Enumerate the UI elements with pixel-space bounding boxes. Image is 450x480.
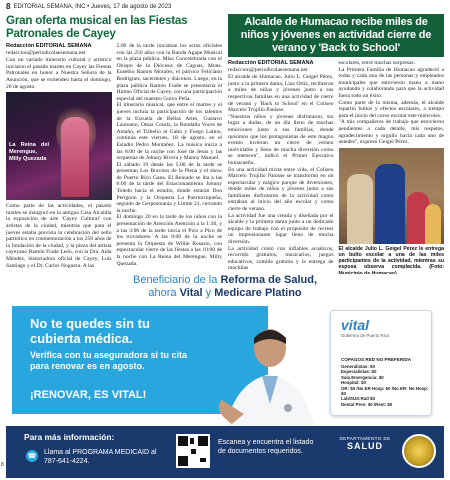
ad-renew-bar <box>12 382 208 408</box>
qr-module <box>191 449 196 454</box>
ad-headline <box>6 274 444 300</box>
info-line: Llama al PROGRAMA MEDICAID al 787-641-4224. <box>44 449 157 465</box>
ad-renew-text: ¡RENOVAR, ES VITAL! <box>30 389 147 401</box>
qr-code[interactable] <box>176 434 210 468</box>
salud-advertisement <box>6 274 444 478</box>
mayor-photo <box>339 148 445 244</box>
qr-finder <box>178 436 188 446</box>
left-col-2-text: 5:00 de la tarde iniciaban los actos oficiales con las 250 años con la Banda Agape Musical en la plaza pública. Misa Concelebrada con el Obispo de la Diócesis de Caguas, Mons. Eusebio Ramos Morales, el párroco Feliciano Rodríguez, sacerdotes y diáconos. Luego, en la plaza pública Ramón Frade se presentaría el Himno Oficial de Cayey, con una participación especial del maestro Guivo Peña. El itinerario musical, que entre el martes y el jueves incluía la participación de los talentos de la Escuela de Bellas Artes, Gustavo Laureano, Omar Courtz, la Rondalla Voces de Antaño, el Trihelio al Galio y Fuego Latino, continúa este viernes, 18 de agosto, en el Estadio Pedro Montañez. La música inicia a las 8:00 de la noche con José de Jesús y las orquestas de Johnny Rivera y Manny Manuel. El sábado 19 desde las 5:00 de la tarde se presentan Los Bravitos de la Plena y el show de Puerto Rico Gana. El Reinado se iba a las 6:00 de la tarde del Estacionamiento Johnny Toledo hacia el estadio, donde estarán Don Perignon y la Orquesta La Puertorriqueña, seguido de Gerposmania y Limite 21, cerrando la noche. El domingo 20 en la tarde de los niños con la presentación de Atención Atención a la 1:30, y a las 3:00 de la tarde inicia el Pico a Pico de los trovadores. A las 8:00 de la noche se presenta la Orquesta de Willie Rosario, con espectacular cierre de las fiestas a las 10:00 de la noche con La Reina del Merengue, Milly Quezada. <box>116 43 222 267</box>
ad-headline-text: ahora <box>148 287 180 299</box>
left-col-2 <box>117 43 223 270</box>
right-email: redaccion@periodicolaesemana.net <box>228 66 308 73</box>
card-row: Lab/SUS:Rad $0 <box>341 396 375 402</box>
card-rows <box>341 364 431 407</box>
right-col-2 <box>339 60 445 277</box>
phone-icon: ☎ <box>27 452 37 460</box>
left-byline: Redacción EDITORIAL SEMANA <box>6 43 92 49</box>
margin-mark: 8 <box>1 462 4 468</box>
milly-quezada-photo <box>6 92 112 200</box>
card-row: Dental Prev: $0 /Rest: $0 <box>341 401 393 407</box>
left-email: redaccion@periodicolaesemana.net <box>6 49 86 56</box>
person-shape <box>375 164 405 244</box>
left-col-1 <box>6 43 112 270</box>
vital-logo-subtitle: Gobierno de Puerto Rico <box>341 333 390 338</box>
left-paragraph-2: Como parte de las actividades, el pasado martes se inauguró en la antigua Casa Alcaldía la exposición de arte 'Cayey Cultural' con artistas de la ciudad, mientras que para el jueves estaba prevista la celebración del sello patriótico en conmemoración a los 250 años de la fundación de la ciudad, y la pieza del artista cayeyano Ramón Frade León, con la Dra. Aida Méndez, historiadora oficial de Cayey, Luis Santiago y el Dr. Carlos Noguera. A las <box>6 203 112 269</box>
person-shape <box>347 174 373 244</box>
right-byline: Redacción EDITORIAL SEMANA <box>228 60 314 66</box>
vital-insurance-card <box>330 310 432 416</box>
page-number: 8 <box>6 2 11 11</box>
left-article <box>6 14 222 270</box>
ad-headline-bold: Vital <box>179 287 203 299</box>
ad-headline-bold: Reforma de Salud, <box>220 274 318 286</box>
right-headline: Alcalde de Humacao recibe miles de niños y jóvenes en actividad cierre de verano y 'Back to School' <box>228 14 444 57</box>
government-seal-icon <box>402 434 436 468</box>
card-row: Sala Emergencia: $0 <box>341 374 384 380</box>
card-row: OR: $0 /No ER Hosp: $0 /No ER: No Hosp: $0 <box>341 385 429 397</box>
left-body <box>6 43 222 270</box>
ad-headline-text: Beneficiario de la <box>132 274 221 286</box>
right-body <box>228 60 444 277</box>
qr-finder <box>178 456 188 466</box>
ad-verify-bar <box>12 346 208 378</box>
card-row: Especialistas: $0 <box>341 369 377 375</box>
right-col-2-text: escolares, entre muchas sorpresas. La Primera Familia de Humacao agradeció a todas y cada una de las personas y empleados municipales que estuvieron mano a mano ayudando y colaborando para que la actividad fuera todo un éxito. Como parte de la misma, además, el alcalde repartió bultos y efectos escolares, a tiempo para el inicio del curso escolar este miércoles. "A mis compañeros de trabajo que estuvieron pendientes a cada detalle, mis respetos, agradecimiento y orgullo hacia cada uno de ustedes", expresó Geigel Pérez. <box>338 60 444 146</box>
right-col-1-text: El alcalde de Humacao, Julio L. Geigel Pérez, junto a la primera dama, Liza Ortiz, recibieron a miles de niños y jóvenes junto a sus respectivas familias en una actividad de cierre de verano y 'Back to School' en el Coliseo Marcelo Trujillo Panisse. "Nuestros niños y jóvenes disfrutaron, sin lugar a dudas, de un día lleno de muchas emociones junto a sus familias, donde quisimos que los protagonistas de este magno evento tuvieran un cierre de verano inolvidable y lleno de mucha diversión como se merecen", indicó el Primer Ejecutivo humacaeño. En una actividad mixta entre vida, el Coliseo Marcelo Trujillo Panisse se transformó en un espectacular y mágico parque de diversiones, donde miles de niños y jóvenes junto a sus familiares disfrutaron de la actividad como entraban al inicio del año escolar y como cierre de verano. La actividad fue una creada y diseñada por el alcalde y la primera dama junto a un dedicado equipo de trabajo con el propósito de recrear un impresionante lugar lleno de mucha diversión. La actividad contó con inflables acuáticos, recorrido gratuitos, musicarios, juegos educativos, comida gratuita y la entrega de mochilas <box>228 74 334 272</box>
vital-logo: vital <box>341 317 370 333</box>
page-header <box>6 2 444 12</box>
dept-line-b: SALUD <box>347 441 383 451</box>
qr-module <box>190 438 194 444</box>
card-row: Hospital: $0 <box>341 380 366 386</box>
right-article <box>228 14 444 270</box>
publication-line: EDITORIAL SEMANA, INC • Jueves, 17 de agosto de 2023 <box>13 4 172 10</box>
left-photo-caption: La Reina del Merengue, Milly Quezada <box>9 142 49 162</box>
card-row: Generalistas: $0 <box>341 364 375 369</box>
ad-footer-band <box>6 426 444 478</box>
right-col-1 <box>228 60 334 277</box>
right-photo-caption: El alcalde Julio L. Geigel Pérez le entrega un bulto escolar a una de las miles participantes de la actividad, mientras su esposa observa complacida. (Foto: <box>338 245 444 271</box>
qr-module <box>200 458 206 462</box>
ad-headline-bold: Medicare Platino <box>214 287 302 299</box>
qr-finder <box>198 436 208 446</box>
left-paragraph-1: Con un variado itinerario cultural y artístico iniciaron el pasado martes en Cayey las Fiestas Patronales en honor a Nuestra Señora de la Asunción, que se extienden hasta el domingo, 20 de agosto. <box>6 57 112 90</box>
left-headline: Gran oferta musical en las Fiestas Patronales de Cayey <box>6 14 188 40</box>
qr-text: Escanea y encuentra el listado de documentos requeridos. <box>218 439 314 455</box>
department-logo <box>336 436 394 451</box>
singer-figure <box>61 117 89 197</box>
ad-verify-text: Verifica con tu aseguradora si tu cita para renovar es en agosto. <box>30 350 188 371</box>
person-shape <box>425 204 441 244</box>
info-title: Para más información: <box>24 432 115 442</box>
card-title: COPAGOS RED NO PREFERIDA <box>341 357 412 362</box>
dept-line-a: DEPARTAMENTO DE <box>339 436 391 441</box>
ad-headline-text: y <box>202 287 215 299</box>
stethoscope-icon <box>284 404 292 412</box>
ad-main-cta: No te quedes sin tu cubierta médica. <box>30 316 150 346</box>
